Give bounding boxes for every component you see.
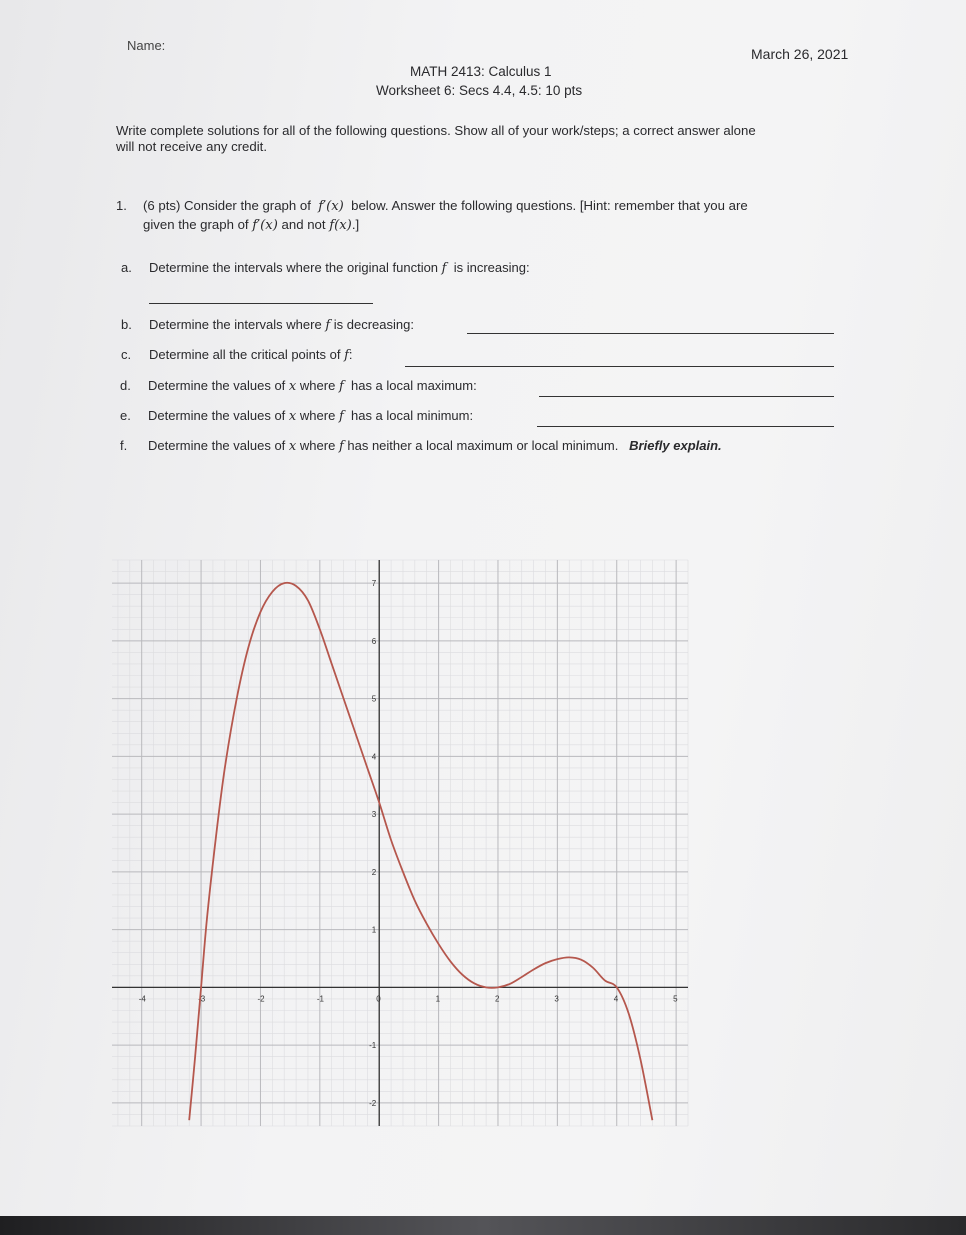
x-tick-label: 5 (673, 994, 678, 1004)
part-c-text: Determine all the critical points of f: (149, 347, 353, 363)
worksheet-date: March 26, 2021 (751, 46, 849, 62)
axes (112, 560, 688, 1126)
x-tick-label: 4 (613, 994, 619, 1004)
part-e-answer-line[interactable] (537, 426, 834, 427)
part-c-letter: c. (121, 347, 132, 362)
question-intro-line-2: given the graph of f′(x) and not f(x).] (143, 217, 360, 233)
tick-labels (139, 579, 678, 1108)
x-tick-label: -1 (316, 994, 324, 1004)
part-d-answer-line[interactable] (539, 396, 834, 397)
desk-background (0, 1216, 966, 1235)
x-tick-label: -2 (257, 994, 265, 1004)
y-tick-label: -2 (369, 1098, 377, 1108)
part-b-letter: b. (121, 317, 132, 332)
y-tick-label: 4 (371, 752, 377, 762)
y-tick-label: 1 (371, 925, 377, 935)
part-a-answer-line[interactable] (149, 303, 373, 304)
y-tick-label: 5 (371, 694, 377, 704)
derivative-graph (100, 548, 700, 1138)
x-tick-label: 1 (435, 994, 441, 1004)
worksheet-title: Worksheet 6: Secs 4.4, 4.5: 10 pts (376, 83, 583, 98)
y-tick-label: 2 (371, 867, 377, 877)
minor-gridlines (112, 560, 688, 1126)
major-gridlines (112, 560, 688, 1126)
part-f-letter: f. (120, 438, 128, 453)
course-title: MATH 2413: Calculus 1 (410, 64, 552, 79)
question-intro-line-1: (6 pts) Consider the graph of f′(x) below. Answer the following questions. [Hint: remember that you are (143, 198, 748, 214)
briefly-explain-emphasis: Briefly explain. (629, 438, 722, 453)
x-tick-label: 2 (494, 994, 500, 1004)
part-a-letter: a. (121, 260, 132, 275)
part-b-answer-line[interactable] (467, 333, 834, 334)
y-tick-label: 7 (371, 579, 377, 589)
part-d-text: Determine the values of x where f has a local maximum: (148, 378, 477, 394)
part-f-text: Determine the values of x where f has neither a local maximum or local minimum. Briefly explain. (148, 438, 722, 454)
y-tick-label: -1 (369, 1041, 377, 1051)
fprime-curve (189, 583, 652, 1120)
x-tick-label: -3 (198, 994, 206, 1004)
part-c-answer-line[interactable] (405, 366, 834, 367)
x-tick-label: -4 (138, 994, 146, 1004)
part-b-text: Determine the intervals where f is decreasing: (149, 317, 414, 333)
instructions-line-1: Write complete solutions for all of the following questions. Show all of your work/steps; a correct answer alone (116, 123, 756, 138)
x-tick-label: 3 (554, 994, 559, 1004)
instructions-line-2: will not receive any credit. (116, 139, 267, 154)
x-tick-label: 0 (376, 994, 381, 1004)
fprime-notation: f′(x) (318, 199, 344, 214)
name-label: Name: (127, 38, 166, 53)
part-e-letter: e. (120, 408, 131, 423)
y-tick-label: 6 (371, 636, 377, 646)
y-tick-label: 3 (371, 810, 377, 820)
part-a-text: Determine the intervals where the original function f is increasing: (149, 260, 530, 276)
question-number: 1. (116, 198, 127, 213)
part-d-letter: d. (120, 378, 131, 393)
part-e-text: Determine the values of x where f has a local minimum: (148, 408, 474, 424)
